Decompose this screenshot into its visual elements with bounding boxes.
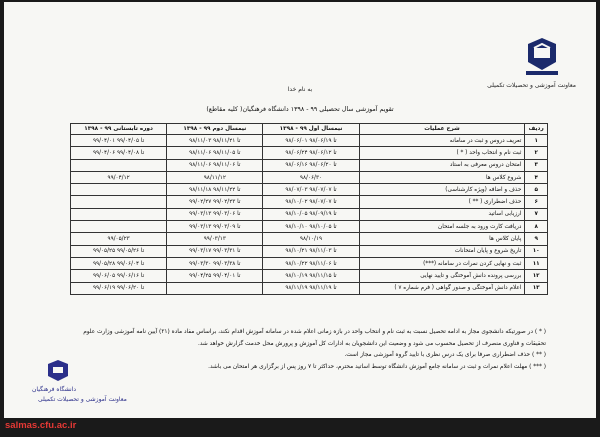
row-number: ۱۰: [525, 245, 548, 257]
row-semester-2: ۹۹/۰۲/۲۷ تا ۹۹/۰۲/۲۳: [167, 196, 263, 208]
row-operation: حذف اضطراری ( ** ): [359, 196, 525, 208]
row-semester-2: ۹۹/۰۴/۲۵ تا ۹۹/۰۴/۰۱: [167, 270, 263, 282]
row-summer: ۹۹/۰۶/۱۹ تا ۹۹/۰۶/۲۰: [71, 282, 167, 294]
bismillah-heading: به نام خدا: [287, 86, 313, 93]
header-operation: شرح عملیات: [359, 124, 525, 135]
row-semester-2: ۹۸/۱۱/۱۸ تا ۹۸/۱۱/۲۲: [167, 184, 263, 196]
row-operation: شروع کلاس ها: [359, 171, 525, 183]
table-row: [71, 208, 548, 220]
footnote-2: ( ** ) حذف اضطراری صرفا برای یک درس نظری با تایید گروه آموزشی مجاز است.: [344, 352, 546, 359]
footnote-1b: تحقیقات و فناوری منصرف از تحصیل محسوب می شود و وضعیت این دانشجویان به ادارات کل آموزش و پرورش محل خدمت گزارش خواهد شد.: [198, 340, 546, 347]
row-number: ۱۳: [525, 282, 548, 294]
row-semester-1: ۹۸/۱۰/۱۹ تا ۹۸/۱۱/۱۵: [263, 270, 359, 282]
footnote-1a: ( * ) در صورتیکه دانشجوی مجاز به ادامه تحصیل نسبت به ثبت نام و انتخاب واحد در بازه زمانی اعلام شده در سامانه آموزش اقدام نکند، براساس مفاد ماده (۲۱) آیین نامه آموزشی وزارت علوم: [83, 329, 546, 335]
university-logo-icon: [520, 38, 564, 78]
footnotes: [46, 327, 546, 373]
row-summer: ۹۹/۰۴/۰۶ تا ۹۹/۰۴/۰۸: [71, 147, 167, 159]
table-row: [71, 184, 548, 196]
row-semester-1: ۹۸/۱۰/۱۰ تا ۹۸/۱۰/۰۵: [263, 221, 359, 233]
row-semester-1: ۹۸/۱۰/۲۲ تا ۹۸/۱۱/۰۶: [263, 257, 359, 269]
row-operation: ثبت و نهایی کردن نمرات در سامانه (***): [359, 257, 525, 269]
table-row: [71, 147, 548, 159]
row-number: ۱۱: [525, 257, 548, 269]
row-semester-1: ۹۸/۱۱/۱۹ تا ۹۸/۱۱/۱۹: [263, 282, 359, 294]
website-watermark: salmas.cfu.ac.ir: [5, 420, 77, 431]
row-summer: [71, 159, 167, 171]
header-semester-1: نیمسال اول ۹۹ - ۱۳۹۸: [263, 124, 359, 135]
footnote-3: ( *** ) مهلت اعلام نمرات و ثبت در سامانه جامع آموزش دانشگاه توسط اساتید محترم، حداکثر تا ۷ روز پس از برگزاری هر امتحان می باشد.: [208, 363, 546, 370]
table-row: [71, 171, 548, 183]
row-semester-1: ۹۸/۰۶/۳۰: [263, 171, 359, 183]
row-operation: ارزیابی اساتید: [359, 208, 525, 220]
row-operation: حذف و اضافه (ویژه کارشناسی): [359, 184, 525, 196]
row-summer: ۹۹/۰۶/۰۵ تا ۹۹/۰۶/۱۶: [71, 270, 167, 282]
row-semester-2: ۹۹/۰۳/۱۷ تا ۹۹/۰۳/۳۱: [167, 245, 263, 257]
row-summer: ۹۹/۰۵/۲۳: [71, 233, 167, 245]
table-row: [71, 135, 548, 147]
row-semester-1: ۹۸/۰۷/۰۳ تا ۹۸/۰۷/۰۷: [263, 184, 359, 196]
row-summer: ۹۹/۰۴/۱۲: [71, 171, 167, 183]
calendar-title: تقویم آموزشی سال تحصیلی ۹۹ - ۱۳۹۸ دانشگاه فرهنگیان( کلیه مقاطع): [206, 106, 394, 113]
table-row: [71, 196, 548, 208]
row-number: ۲: [525, 147, 548, 159]
row-operation: ثبت نام و انتخاب واحد ( * ): [359, 147, 525, 159]
row-semester-2: ۹۹/۰۳/۱۳ تا ۹۹/۰۳/۰۹: [167, 221, 263, 233]
header-row-number: ردیف: [525, 124, 548, 135]
row-semester-1: ۹۸/۱۰/۰۵ تا ۹۸/۰۹/۱۹: [263, 208, 359, 220]
row-semester-1: ۹۸/۱۰/۱۹: [263, 233, 359, 245]
row-semester-1: ۹۸/۰۶/۰۱ تا ۹۸/۰۶/۱۹: [263, 135, 359, 147]
row-number: ۳: [525, 159, 548, 171]
row-number: ۴: [525, 171, 548, 183]
table-row: [71, 270, 548, 282]
table-row: [71, 159, 548, 171]
row-number: ۹: [525, 233, 548, 245]
table-header-row: [71, 124, 548, 135]
row-operation: اعلام دانش آموختگی و صدور گواهی ( فرم شماره ۷ ): [359, 282, 525, 294]
row-summer: [71, 208, 167, 220]
row-semester-2: ۹۹/۰۳/۱۳: [167, 233, 263, 245]
row-semester-2: ۹۸/۱۱/۱۲: [167, 171, 263, 183]
row-semester-1: ۹۸/۱۰/۰۲ تا ۹۸/۰۷/۰۷: [263, 196, 359, 208]
row-summer: ۹۹/۰۵/۲۸ تا ۹۹/۰۶/۰۴: [71, 257, 167, 269]
ministry-label: معاونت آموزشی و تحصیلات تکمیلی: [487, 82, 576, 89]
header-summer: دوره تابستانی ۹۹ - ۱۳۹۸: [71, 124, 167, 135]
row-summer: ۹۹/۰۵/۲۵ تا ۹۹/۰۵/۲۶: [71, 245, 167, 257]
row-summer: [71, 184, 167, 196]
table-row: [71, 221, 548, 233]
row-number: ۱۲: [525, 270, 548, 282]
row-semester-1: ۹۸/۰۶/۱۶ تا ۹۸/۰۶/۲۰: [263, 159, 359, 171]
academic-calendar-table: [70, 123, 548, 295]
row-semester-2: [167, 282, 263, 294]
row-summer: [71, 221, 167, 233]
row-semester-2: ۹۸/۱۱/۰۶ تا ۹۸/۱۱/۰۶: [167, 159, 263, 171]
row-summer: [71, 196, 167, 208]
row-number: ۷: [525, 208, 548, 220]
row-operation: بررسی پرونده دانش آموختگی و تایید نهایی: [359, 270, 525, 282]
table-row: [71, 245, 548, 257]
signature-line-2: معاونت آموزشی و تحصیلات تکمیلی: [38, 396, 127, 403]
university-seal-icon: [44, 360, 72, 382]
row-number: ۶: [525, 196, 548, 208]
row-semester-2: ۹۹/۰۳/۱۳ تا ۹۹/۰۳/۰۶: [167, 208, 263, 220]
table-row: [71, 282, 548, 294]
row-summer: ۹۹/۰۴/۰۱ تا ۹۹/۰۴/۰۵: [71, 135, 167, 147]
row-semester-1: ۹۸/۱۰/۲۱ تا ۹۸/۱۱/۰۳: [263, 245, 359, 257]
row-semester-2: ۹۹/۰۳/۳۰ تا ۹۹/۰۳/۳۸: [167, 257, 263, 269]
row-semester-1: ۹۸/۰۶/۲۴ تا ۹۸/۰۶/۱۲: [263, 147, 359, 159]
row-operation: امتحان دروس معرفی به استاد: [359, 159, 525, 171]
row-semester-2: ۹۸/۱۱/۰۳ تا ۹۸/۱۱/۲۱: [167, 135, 263, 147]
table-row: [71, 233, 548, 245]
row-operation: دریافت کارت ورود به جلسه امتحان: [359, 221, 525, 233]
table-row: [71, 257, 548, 269]
document-page: [4, 2, 596, 418]
row-operation: تاریخ شروع و پایان امتحانات: [359, 245, 525, 257]
row-number: ۱: [525, 135, 548, 147]
row-number: ۸: [525, 221, 548, 233]
header-semester-2: نیمسال دوم ۹۹ - ۱۳۹۸: [167, 124, 263, 135]
signature-line-1: دانشگاه فرهنگیان: [32, 386, 77, 393]
row-operation: تعریف دروس و ثبت در سامانه: [359, 135, 525, 147]
row-semester-2: ۹۸/۱۱/۰۶ تا ۹۸/۱۱/۰۵: [167, 147, 263, 159]
row-operation: پایان کلاس ها: [359, 233, 525, 245]
row-number: ۵: [525, 184, 548, 196]
